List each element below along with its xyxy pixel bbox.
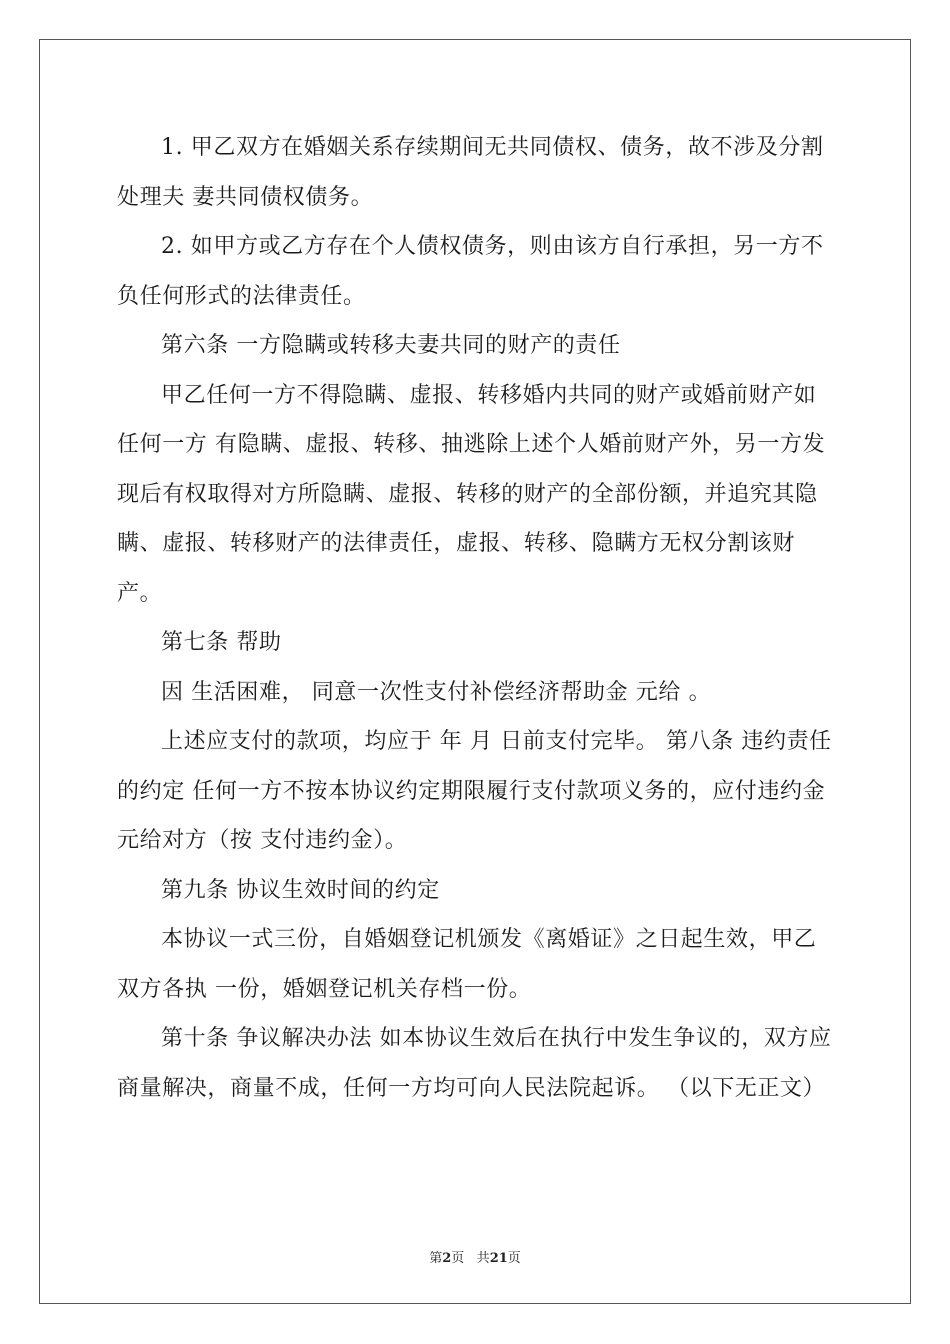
- total-pages: 21: [489, 1251, 508, 1266]
- article-9-body: 本协议一式三份，自婚姻登记机颁发《离婚证》之日起生效，甲乙双方各执 一份，婚姻登记机关存档一份。: [117, 927, 817, 1002]
- payment-and-article-8: 上述应支付的款项，均应于 年 月 日前支付完毕。 第八条 违约责任的约定 任何一方不按本协议约定期限履行支付款项义务的，应付违约金 元给对方（按 支付违约金）。: [117, 729, 833, 853]
- article-10: 第十条 争议解决办法 如本协议生效后在执行中发生争议的，双方应商量解决，商量不成，任何一方均可向人民法院起诉。 （以下无正文）: [117, 1026, 832, 1101]
- article-9-heading: 第九条 协议生效时间的约定: [161, 877, 440, 903]
- page-footer: [0, 1247, 950, 1266]
- article-6-body: 甲乙任何一方不得隐瞒、虚报、转移婚内共同的财产或婚前财产如任何一方 有隐瞒、虚报、转移、抽逃除上述个人婚前财产外，另一方发现后有权取得对方所隐瞒、虚报、转移的财产的全部份额，并追究其隐瞒、虚报、转移财产的法律责任，虚报、转移、隐瞒方无权分割该财产。: [117, 382, 826, 606]
- article-6-heading: 第六条 一方隐瞒或转移夫妻共同的财产的责任: [161, 333, 621, 358]
- page-prefix: 第: [429, 1251, 443, 1266]
- document-body: [117, 123, 833, 1113]
- total-prefix: 共: [476, 1251, 490, 1266]
- paragraph-debt-clause-2: 2. 如甲方或乙方存在个人债权债务，则由该方自行承担，另一方不负任何形式的法律责任。: [117, 234, 824, 309]
- article-7-heading: 第七条 帮助: [161, 630, 282, 655]
- total-suffix: 页: [507, 1251, 521, 1266]
- article-7-body: 因 生活困难， 同意一次性支付补偿经济帮助金 元给 。: [161, 679, 712, 705]
- page-number: 2: [442, 1251, 452, 1266]
- page-suffix: 页: [451, 1251, 465, 1266]
- paragraph-debt-clause-1: 1. 甲乙双方在婚姻关系存续期间无共同债权、债务，故不涉及分割处理夫 妻共同债权债务。: [117, 135, 824, 210]
